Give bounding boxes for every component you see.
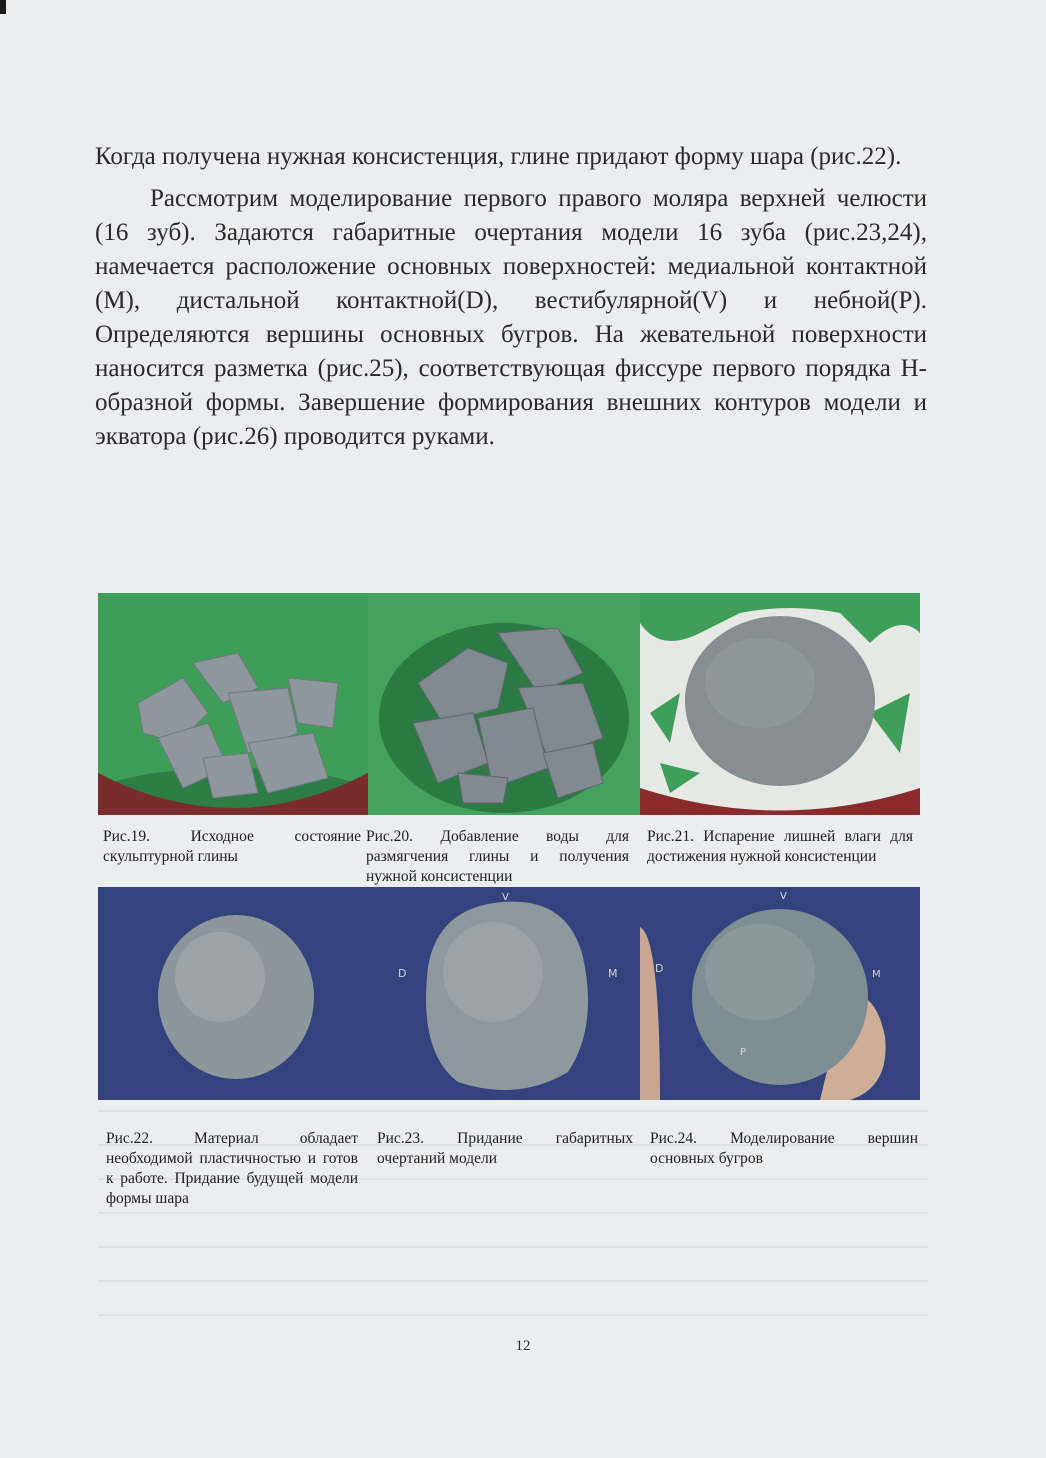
label-d: D [398,967,407,980]
figure-row-1 [98,593,920,815]
label-p: P [740,1047,747,1058]
photo-fig22 [98,887,368,1100]
caption-fig22: Рис.22. Материал обладает необходимой пластичностью и готов к работе. Придание будущей модели формы шара [106,1130,358,1207]
label-v: V [780,891,787,902]
photo-fig23 [368,887,640,1100]
label-d: D [655,962,664,975]
caption-fig21: Рис.21. Испарение лишней влаги для достижения нужной консистенции [647,828,913,865]
label-v: V [502,892,509,903]
paragraph-1: Когда получена нужная консистенция, глине придают форму шара (рис.22). [95,143,902,170]
photo-fig24 [640,887,920,1100]
label-m: M [872,969,881,980]
photo-fig21 [640,593,920,815]
caption-fig19: Рис.19. Исходное состояние скульптурной глины [103,828,361,865]
body-text [95,140,927,454]
figure-row-2 [98,887,920,1100]
page-number: 12 [515,1338,531,1354]
caption-fig20: Рис.20. Добавление воды для размягчения глины и получения нужной консистенции [366,828,629,885]
scan-edge-mark [0,0,6,14]
label-m: M [608,967,618,980]
caption-fig23: Рис.23. Придание габаритных очертаний модели [377,1130,633,1167]
paragraph-2: Рассмотрим моделирование первого правого моляра верхней челюсти (16 зуб). Задаются габаритные очертания модели 16 зуба (рис.23,24), намечается расположение основных поверхностей: медиальной контактной (M), дистальной контактной(D), вестибулярной(V) и небной(P). Определяются вершины основных бугров. На жевательной поверхности наносится разметка (рис.25), соответствующая фиссуре первого порядка H-образной формы. Завершение формирования внешних контуров модели и экватора (рис.26) проводится руками. [95,185,927,450]
photo-fig20 [368,593,640,815]
caption-fig24: Рис.24. Моделирование вершин основных бугров [650,1130,918,1167]
photo-fig19 [98,593,368,815]
